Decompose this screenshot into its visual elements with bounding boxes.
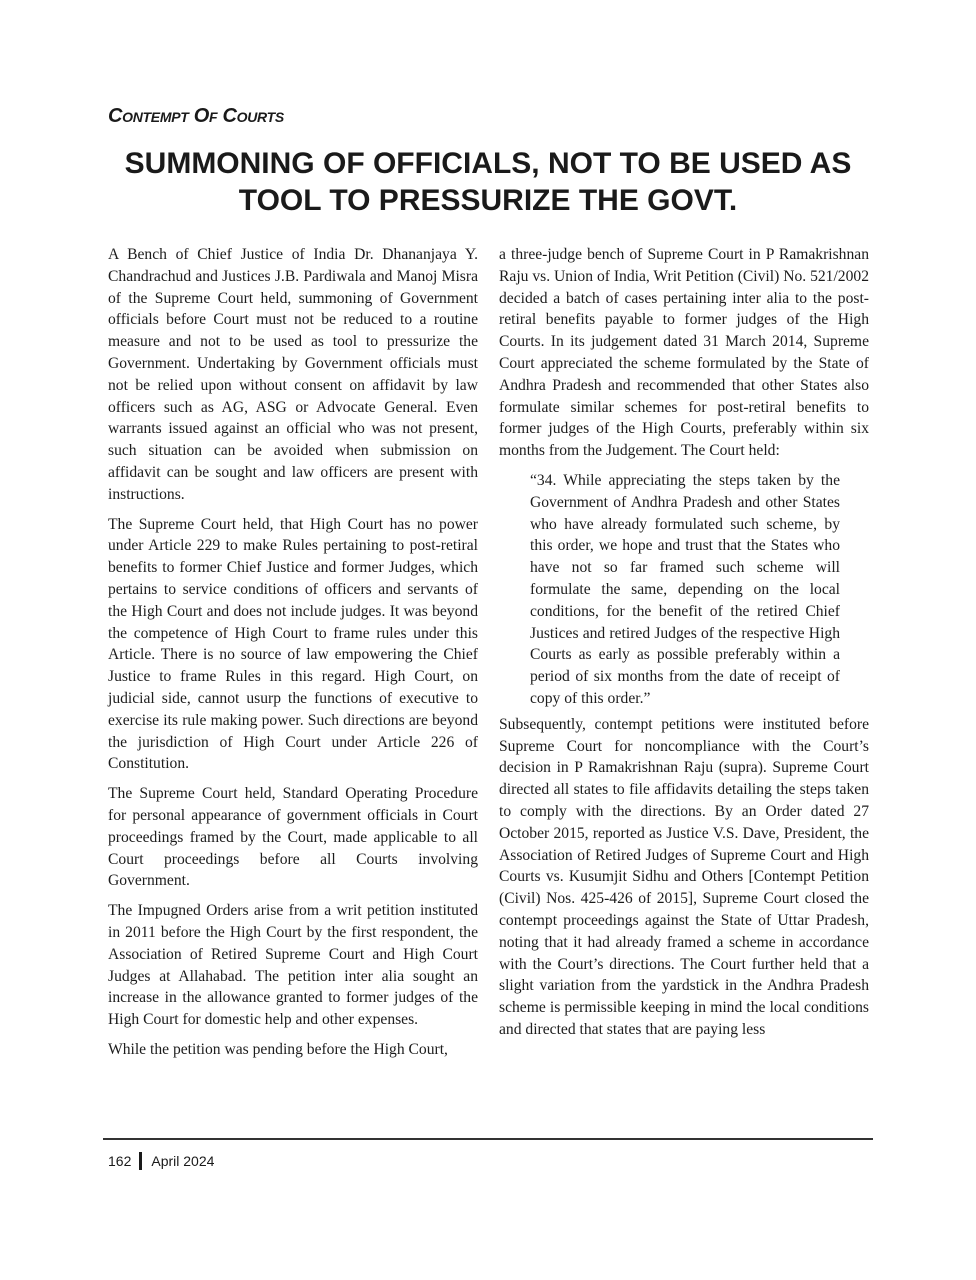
right-paragraph-1: a three-judge bench of Supreme Court in P Ramakrishnan Raju vs. Union of India, Writ Petition (Civil) No. 521/2002 decided a batch of cases pertaining inter alia to the post-retiral benefits payable to former judges of the High Courts. In its judgement dated 31 March 2014, Supreme Court appreciated the scheme formulated by the State of Andhra Pradesh and recommended that other States also formulate similar schemes for post-retiral benefits to former judges of the High Courts, preferably within six months from the Judgement. The Court held: <box>499 246 869 460</box>
left-paragraph-1: A Bench of Chief Justice of India Dr. Dhananjaya Y. Chandrachud and Justices J.B. Pardiwala and Manoj Misra of the Supreme Court held, summoning of Government officials before Court must not be reduced to a routine measure and not to be used as tool to pressurize the Government. Undertaking by Government officials must not be relied upon without consent on affidavit by law officers such as AG, ASG or Advocate General. Even warrants issued against an official who was not present, such situation can be avoided when submission on affidavit can be sought and law officers are present with instructions. <box>108 246 478 503</box>
right-column <box>499 244 869 1041</box>
footer <box>108 1152 214 1170</box>
section-label: Contempt Of Courts <box>108 105 284 127</box>
issue-date: April 2024 <box>151 1153 215 1169</box>
block-quote: “34. While appreciating the steps taken by the Government of Andhra Pradesh and other States who have already formulated such scheme, by this order, we hope and trust that the States who have not so far framed such scheme will formulate the same, depending on the local conditions, for the benefit of the retired Chief Justices and retired Judges of the respective High Courts as early as possible preferably within a period of six months from the date of receipt of copy of this order.” <box>530 471 840 707</box>
footer-rule <box>103 1138 873 1140</box>
left-column <box>108 244 478 1061</box>
footer-separator <box>139 1152 142 1170</box>
left-paragraph-3: The Supreme Court held, Standard Operating Procedure for personal appearance of government officials in Court proceedings framed by the Court, made applicable to all Court proceedings before all Courts involving Government. <box>108 785 478 890</box>
left-paragraph-2: The Supreme Court held, that High Court has no power under Article 229 to make Rules pertaining to post-retiral benefits to former Chief Justice and former Judges, which pertains to service conditions of officers and servants of the High Court and does not include judges. It was beyond the competence of High Court to frame rules under this Article. There is no source of law empowering the Chief Justice to frame Rules in this regard. High Court, on judicial side, cannot usurp the functions of executive to exercise its rule making power. Such directions are beyond the jurisdiction of High Court under Article 226 of Constitution. <box>108 515 478 773</box>
headline: SUMMONING OF OFFICIALS, NOT TO BE USED AS TOOL TO PRESSURIZE THE GOVT. <box>124 147 852 217</box>
right-paragraph-2: Subsequently, contempt petitions were instituted before Supreme Court for noncompliance with the Court’s decision in P Ramakrishnan Raju (supra). Supreme Court directed all states to file affidavits detailing the steps taken to comply with the directions. By an Order dated 27 October 2015, reported as Justice V.S. Dave, President, the Association of Retired Judges of Supreme Court and High Courts vs. Kusumjit Sidhu and Others [Contempt Petition (Civil) Nos. 425-426 of 2015], Supreme Court closed the contempt proceedings against the State of Uttar Pradesh, noting that it had already framed a scheme in accordance with the Court’s directions. The Court further held that a slight variation from the yardstick in the Andhra Pradesh scheme is permissible keeping in mind the local conditions and directed that states that are paying less <box>499 715 869 1038</box>
left-paragraph-5: While the petition was pending before the High Court, <box>108 1040 448 1058</box>
page-number: 162 <box>108 1153 132 1169</box>
left-paragraph-4: The Impugned Orders arise from a writ petition instituted in 2011 before the High Court by the first respondent, the Association of Retired Supreme Court and High Court Judges at Allahabad. The petition inter alia sought an increase in the allowance granted to former judges of the High Court for domestic help and other expenses. <box>108 902 478 1029</box>
